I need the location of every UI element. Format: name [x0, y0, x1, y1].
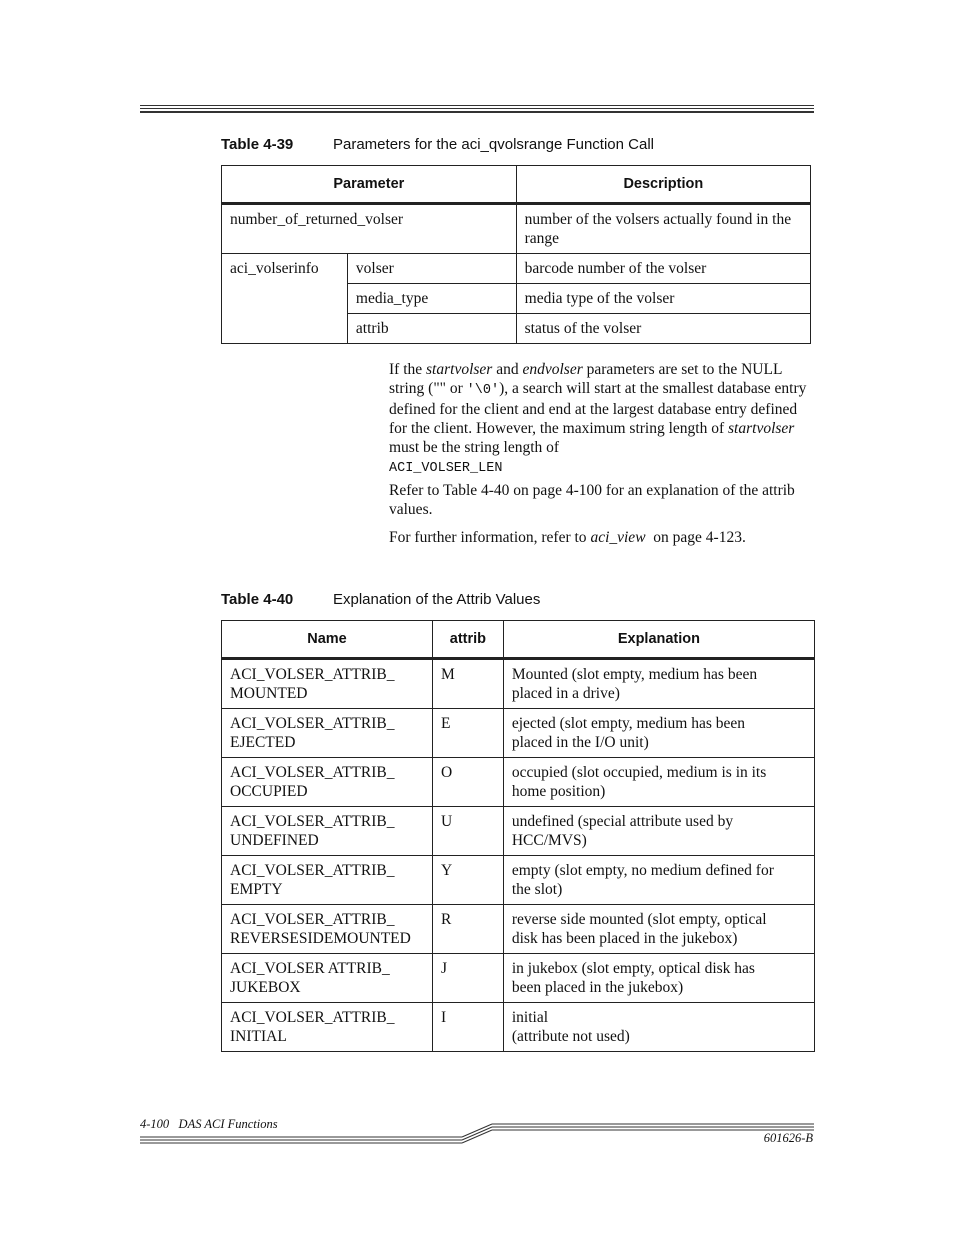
table-row — [222, 254, 811, 284]
param-cell: number_of_returned_volser — [222, 204, 517, 254]
name-cell — [222, 905, 433, 954]
table-row — [222, 905, 815, 954]
explanation-cell-line: in jukebox (slot empty, optical disk has — [511, 960, 755, 977]
name-cell-line: ACI_VOLSER_ATTRIB_ — [230, 715, 395, 732]
text: and — [492, 361, 523, 378]
explanation-cell-line: HCC/MVS) — [511, 832, 587, 849]
attrib-cell — [432, 758, 503, 807]
name-cell-line: REVERSESIDEMOUNTED — [230, 930, 411, 947]
desc-cell: media type of the volser — [516, 284, 810, 314]
attrib-cell-line: U — [440, 813, 453, 830]
param-name: endvolser — [522, 361, 583, 378]
attrib-cell-line: Y — [440, 862, 453, 879]
name-cell — [222, 709, 433, 758]
explanation-cell — [503, 856, 814, 905]
attrib-cell — [432, 954, 503, 1003]
explanation-cell-line: been placed in the jukebox) — [511, 979, 684, 996]
header-description: Description — [516, 166, 810, 204]
attrib-cell-line: E — [440, 715, 451, 732]
explanation-cell — [503, 659, 814, 709]
name-cell-line: INITIAL — [230, 1028, 287, 1045]
name-cell-line: JUKEBOX — [230, 979, 301, 996]
attrib-cell-line: M — [440, 666, 455, 683]
table-row — [222, 954, 815, 1003]
table-number: Table 4-40 — [221, 591, 294, 608]
table-row — [222, 709, 815, 758]
explanation-cell — [503, 709, 814, 758]
name-cell — [222, 807, 433, 856]
group-cell: aci_volserinfo — [222, 254, 348, 344]
explanation-cell-line: undefined (special attribute used by — [511, 813, 734, 830]
attrib-cell — [432, 659, 503, 709]
explanation-cell-line: the slot) — [511, 881, 563, 898]
field-cell: attrib — [347, 314, 516, 344]
attrib-cell-line: I — [440, 1009, 447, 1026]
table-title: Explanation of the Attrib Values — [333, 591, 541, 608]
header-attrib: attrib — [432, 621, 503, 659]
explanation-cell-line: ejected (slot empty, medium has been — [511, 715, 746, 732]
table-row — [222, 659, 815, 709]
header-rule — [140, 105, 814, 115]
attrib-cell-line: R — [440, 911, 452, 928]
table-header-row — [222, 621, 815, 659]
name-cell-line: ACI_VOLSER_ATTRIB_ — [230, 813, 395, 830]
param-name: startvolser — [728, 420, 795, 437]
name-cell-line: UNDEFINED — [230, 832, 319, 849]
field-cell: media_type — [347, 284, 516, 314]
text: on page 4-123. — [645, 529, 746, 546]
explanation-cell-line: Mounted (slot empty, medium has been — [511, 666, 758, 683]
aci-view-link[interactable]: aci_view — [590, 529, 646, 546]
text: must be the string length of — [389, 439, 560, 456]
table-title: Parameters for the aci_qvolsrange Function Call — [333, 136, 654, 153]
name-cell-line: OCCUPIED — [230, 783, 308, 800]
explanation-cell — [503, 954, 814, 1003]
name-cell-line: EJECTED — [230, 734, 296, 751]
name-cell-line: ACI_VOLSER ATTRIB_ — [230, 960, 390, 977]
desc-cell: status of the volser — [516, 314, 810, 344]
name-cell-line: ACI_VOLSER_ATTRIB_ — [230, 1009, 395, 1026]
attrib-cell — [432, 807, 503, 856]
text: For further information, refer to — [389, 529, 591, 546]
header-name: Name — [222, 621, 433, 659]
name-cell — [222, 856, 433, 905]
name-cell — [222, 758, 433, 807]
name-cell-line: MOUNTED — [230, 685, 308, 702]
attrib-values-table — [221, 620, 815, 1052]
name-cell-line: EMPTY — [230, 881, 283, 898]
explanation-cell — [503, 905, 814, 954]
refer-table-paragraph: Refer to Table 4-40 on page 4-100 for an explanation of the attrib values. — [389, 482, 795, 518]
header-explanation: Explanation — [503, 621, 814, 659]
explanation-cell-line: disk has been placed in the jukebox) — [511, 930, 738, 947]
explanation-cell-line: placed in the I/O unit) — [511, 734, 649, 751]
field-cell: volser — [347, 254, 516, 284]
desc-cell: barcode number of the volser — [516, 254, 810, 284]
null-string-paragraph — [389, 360, 814, 478]
name-cell — [222, 659, 433, 709]
explanation-cell-line: occupied (slot occupied, medium is in its — [511, 764, 767, 781]
name-cell — [222, 1003, 433, 1052]
explanation-cell-line: initial — [511, 1009, 549, 1026]
param-name: startvolser — [426, 361, 493, 378]
table-number: Table 4-39 — [221, 136, 294, 153]
table-row — [222, 1003, 815, 1052]
table-row — [222, 856, 815, 905]
table-row — [222, 807, 815, 856]
explanation-cell-line: reverse side mounted (slot empty, optical — [511, 911, 767, 928]
desc-cell: number of the volsers actually found in the range — [516, 204, 810, 254]
attrib-cell — [432, 709, 503, 758]
name-cell-line: ACI_VOLSER_ATTRIB_ — [230, 911, 395, 928]
text: ), a search will start at the smallest database entry defined for the client and end at the largest database entry defined for the client. However, the maximum string length of — [389, 380, 807, 437]
explanation-cell — [503, 1003, 814, 1052]
footer-doc-number: 601626-B — [763, 1131, 813, 1145]
name-cell-line: ACI_VOLSER_ATTRIB_ — [230, 666, 395, 683]
table-row — [222, 758, 815, 807]
explanation-cell — [503, 758, 814, 807]
footer-page-label: 4-100 DAS ACI Functions — [140, 1117, 278, 1131]
header-parameter: Parameter — [222, 166, 517, 204]
text: parameters are set to the NULL string ("" or — [389, 361, 782, 397]
name-cell-line: ACI_VOLSER_ATTRIB_ — [230, 764, 395, 781]
table-header-row — [222, 166, 811, 204]
explanation-cell-line: (attribute not used) — [511, 1028, 630, 1045]
text: If the — [389, 361, 427, 378]
explanation-cell — [503, 807, 814, 856]
table-caption-4-39 — [221, 136, 654, 153]
explanation-cell-line: placed in a drive) — [511, 685, 620, 702]
parameters-table — [221, 165, 811, 344]
table-row — [222, 204, 811, 254]
name-cell — [222, 954, 433, 1003]
null-char-code: '\0' — [466, 383, 500, 398]
explanation-cell-line: home position) — [511, 783, 606, 800]
name-cell-line: ACI_VOLSER_ATTRIB_ — [230, 862, 395, 879]
attrib-cell — [432, 1003, 503, 1052]
constant-code: ACI_VOLSER_LEN — [389, 461, 503, 476]
further-info-paragraph — [389, 528, 814, 547]
attrib-cell-line: J — [440, 960, 447, 977]
attrib-cell — [432, 856, 503, 905]
table-caption-4-40 — [221, 591, 540, 608]
attrib-cell-line: O — [440, 764, 453, 781]
attrib-cell — [432, 905, 503, 954]
explanation-cell-line: empty (slot empty, no medium defined for — [511, 862, 774, 879]
